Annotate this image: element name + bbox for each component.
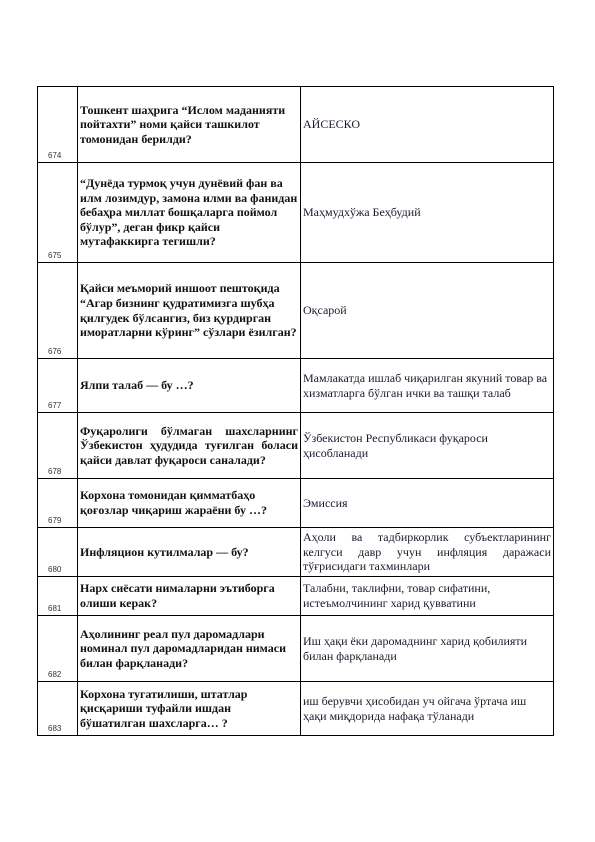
answer-cell: Оқсарой (301, 263, 554, 359)
table-row (38, 359, 554, 413)
table-row (38, 616, 554, 682)
row-number: 675 (38, 163, 78, 263)
row-number: 680 (38, 528, 78, 577)
table-row (38, 413, 554, 479)
question-cell: Аҳолининг реал пул даромадлари номинал пул даромадларидан нимаси билан фарқланади? (78, 616, 301, 682)
answer-cell: Маҳмудхўжа Беҳбудий (301, 163, 554, 263)
row-number: 676 (38, 263, 78, 359)
row-number: 682 (38, 616, 78, 682)
table-row (38, 682, 554, 736)
answer-cell: АЙСЕСКО (301, 87, 554, 163)
row-number: 674 (38, 87, 78, 163)
row-number: 677 (38, 359, 78, 413)
question-cell: Нарх сиёсати нималарни эътиборга олиши керак? (78, 577, 301, 616)
table-row (38, 263, 554, 359)
answer-cell: Талабни, таклифни, товар сифатини, истеъмолчининг харид қувватини (301, 577, 554, 616)
answer-cell: Иш ҳақи ёки даромаднинг харид қобилияти билан фарқланади (301, 616, 554, 682)
question-cell: Корхона тугатилиши, штатлар қисқариши туфайли ишдан бўшатилган шахсларга… ? (78, 682, 301, 736)
row-number: 683 (38, 682, 78, 736)
answer-cell: Ўзбекистон Республикаси фуқароси ҳисобланади (301, 413, 554, 479)
table-row (38, 577, 554, 616)
question-cell: Корхона томонидан қимматбаҳо қоғозлар чиқариш жараёни бу …? (78, 479, 301, 528)
question-cell: Қайси меъморий иншоот пештоқида “Агар бизнинг қудратимизга шубҳа қилгудек бўлсангиз, биз қурдирган иморатларни кўринг” сўзлари ёзилган? (78, 263, 301, 359)
questions-table (37, 86, 554, 736)
question-cell: Ялпи талаб — бу …? (78, 359, 301, 413)
row-number: 681 (38, 577, 78, 616)
table-row (38, 479, 554, 528)
answer-cell: Аҳоли ва тадбиркорлик субъектларининг келгуси давр учун инфляция даражаси тўғрисидаги тахминлари (301, 528, 554, 577)
question-cell: “Дунёда турмоқ учун дунёвий фан ва илм лозимдур, замона илми ва фанидан бебаҳра миллат бошқаларга поймол бўлур”, деган фикр қайси мутафаккирга тегишли? (78, 163, 301, 263)
answer-cell: Эмиссия (301, 479, 554, 528)
table-row (38, 87, 554, 163)
table-row (38, 528, 554, 577)
answer-cell: иш берувчи ҳисобидан уч ойгача ўртача иш ҳақи миқдорида нафақа тўланади (301, 682, 554, 736)
question-cell: Инфляцион кутилмалар — бу? (78, 528, 301, 577)
table-row (38, 163, 554, 263)
answer-cell: Мамлакатда ишлаб чиқарилган якуний товар ва хизматларга бўлган ички ва ташқи талаб (301, 359, 554, 413)
question-cell: Фуқаролиги бўлмаган шахсларнинг Ўзбекистон ҳудудида туғилган боласи қайси давлат фуқароси саналади? (78, 413, 301, 479)
row-number: 679 (38, 479, 78, 528)
row-number: 678 (38, 413, 78, 479)
question-cell: Тошкент шаҳрига “Ислом маданияти пойтахти” номи қайси ташкилот томонидан берилди? (78, 87, 301, 163)
